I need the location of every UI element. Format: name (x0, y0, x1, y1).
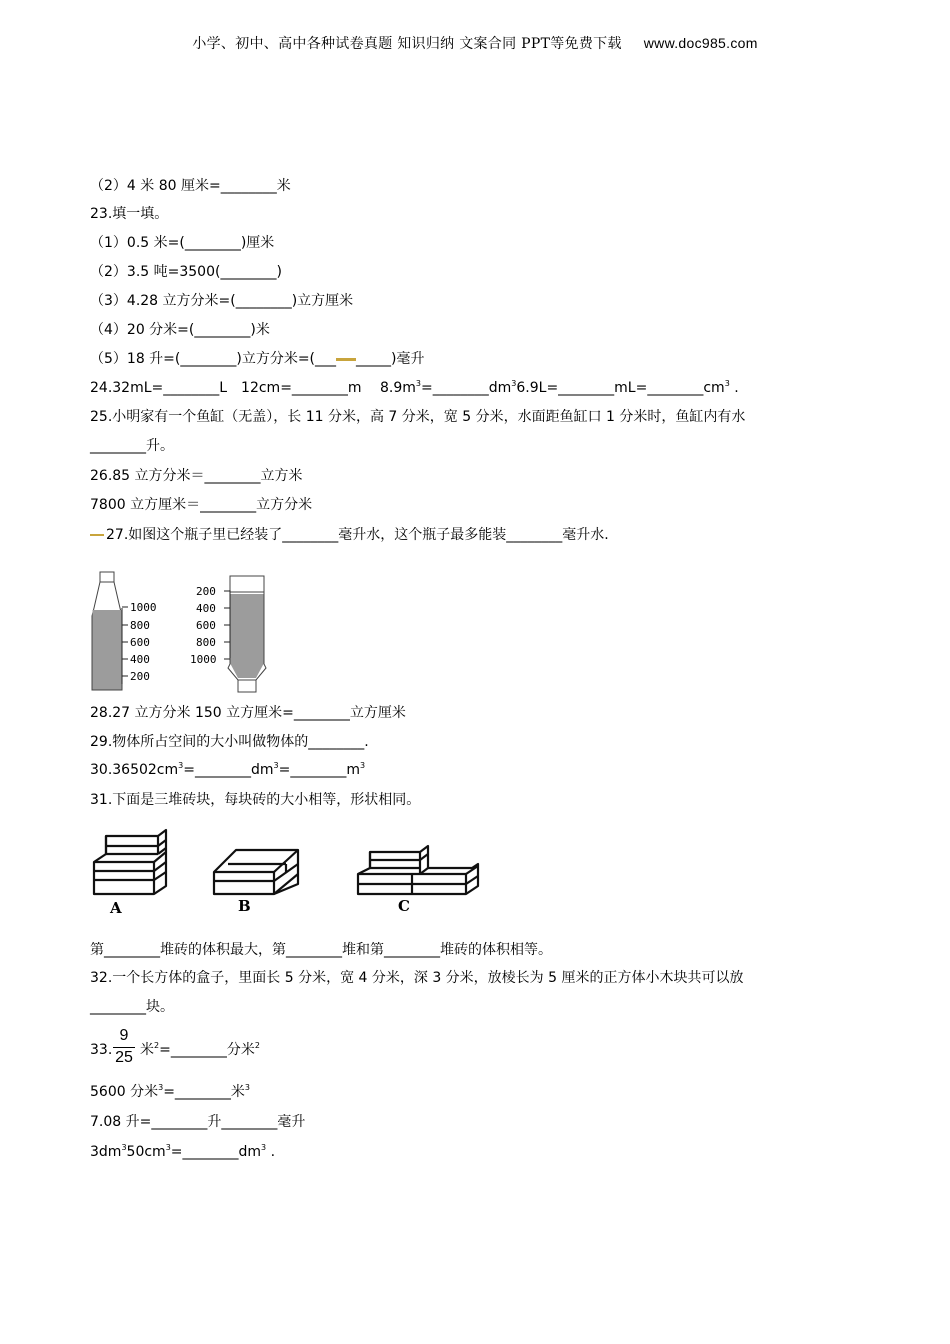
pile-label-a: A (110, 899, 122, 917)
right-tick-label: 800 (196, 636, 216, 649)
q27-text: 27.如图这个瓶子里已经装了________毫升水，这个瓶子最多能装________毫升水. (106, 527, 609, 543)
q33-line4 (90, 1142, 275, 1162)
q24-part-a: 24.32mL=________L 12cm=________m 8.9m (90, 380, 416, 396)
q33-part-f: 3dm (90, 1144, 122, 1160)
q24-part-c: 6.9L=________mL=________cm (516, 380, 725, 396)
sup: 2 (254, 1041, 260, 1050)
bottles-figure (88, 568, 278, 694)
q33-line2 (90, 1082, 250, 1102)
right-tick-label: 200 (196, 585, 216, 598)
header-site: www.doc985.com (643, 35, 758, 51)
bricks-figure (88, 828, 482, 922)
fraction-denominator: 25 (115, 1049, 133, 1066)
line-22-2: （2）4 米 80 厘米=________米 (90, 178, 291, 194)
q33-line1 (140, 1040, 260, 1060)
q24 (90, 378, 739, 398)
q23-4: （4）20 分米=(________)米 (90, 322, 270, 338)
brick-pile-b (214, 850, 298, 894)
q33-part-b: =________分米 (159, 1042, 255, 1058)
q23-5-part-a: （5）18 升=(________)立方分米=(___ (90, 351, 337, 367)
q33-part-a: 米 (140, 1042, 154, 1058)
left-tick-label: 600 (130, 636, 150, 649)
left-bottle-water (93, 610, 122, 690)
q30-part-b: =________dm (183, 762, 274, 778)
pile-label-b: B (238, 897, 251, 915)
q26-line2: 7800 立方厘米＝________立方分米 (90, 497, 313, 513)
q30 (90, 760, 365, 780)
sup: 3 (165, 1143, 171, 1152)
sup: 3 (511, 379, 517, 388)
q23-2: （2）3.5 吨=3500(________) (90, 264, 282, 280)
sup: 3 (121, 1143, 127, 1152)
q27 (90, 525, 609, 545)
highlight-mark (90, 534, 104, 536)
q24-part-d: . (729, 380, 739, 396)
q33-part-d: =________米 (163, 1084, 245, 1100)
q23-1: （1）0.5 米=(________)厘米 (90, 235, 275, 251)
q30-part-a: 30.36502cm (90, 762, 179, 778)
sup: 3 (359, 761, 366, 770)
right-bottle (228, 576, 266, 692)
q32-line2: ________块。 (90, 999, 174, 1015)
sup: 2 (154, 1041, 160, 1050)
q33-part-i: . (266, 1144, 276, 1160)
q29: 29.物体所占空间的大小叫做物体的________. (90, 734, 369, 750)
right-tick-label: 1000 (190, 653, 217, 666)
q28: 28.27 立方分米 150 立方厘米=________立方厘米 (90, 705, 406, 721)
sup: 3 (273, 761, 279, 770)
page-header (0, 33, 950, 53)
header-text: 小学、初中、高中各种试卷真题 知识归纳 文案合同 PPT等免费下载 (192, 36, 622, 52)
q31: 31.下面是三堆砖块，每块砖的大小相等，形状相同。 (90, 792, 421, 808)
fraction-numerator: 9 (113, 1026, 135, 1048)
highlight-mark (336, 358, 356, 361)
q23-3: （3）4.28 立方分米=(________)立方厘米 (90, 293, 354, 309)
sup: 3 (415, 379, 422, 388)
q24-part-b: =________dm (421, 380, 512, 396)
q25-line1: 25.小明家有一个鱼缸（无盖），长 11 分米，高 7 分米，宽 5 分米，水面距鱼缸口 1 分米时，鱼缸内有水 (90, 409, 746, 425)
left-bottle (92, 572, 122, 690)
q26-line1: 26.85 立方分米＝________立方米 (90, 468, 303, 484)
q23-title: 23.填一填。 (90, 206, 169, 222)
brick-pile-c (358, 846, 478, 894)
right-tick-label: 400 (196, 602, 216, 615)
q30-part-c: =________m (278, 762, 360, 778)
q23-5-part-b: _____)毫升 (356, 351, 425, 367)
left-tick-label: 800 (130, 619, 150, 632)
sup: 3 (244, 1083, 251, 1092)
sup: 3 (724, 379, 730, 388)
sup: 3 (158, 1083, 164, 1092)
q32-line1: 32.一个长方体的盒子，里面长 5 分米，宽 4 分米，深 3 分米，放棱长为 5 厘米的正方体小木块共可以放 (90, 970, 744, 986)
right-tick-label: 600 (196, 619, 216, 632)
pile-label-c: C (398, 897, 410, 915)
left-tick-label: 1000 (130, 601, 157, 614)
left-tick-label: 400 (130, 653, 150, 666)
left-tick-label: 200 (130, 670, 150, 683)
q23-5 (90, 349, 425, 369)
right-bottle-water (231, 594, 264, 678)
q33-part-c: 5600 分米 (90, 1084, 159, 1100)
q31-answer: 第________堆砖的体积最大，第________堆和第________堆砖的体积相等。 (90, 942, 552, 958)
q33-fraction (113, 1026, 135, 1068)
q33-prefix: 33. (90, 1042, 113, 1058)
q33-part-g: 50cm (126, 1144, 166, 1160)
sup: 3 (178, 761, 184, 770)
brick-pile-a (94, 830, 166, 894)
sup: 3 (261, 1143, 267, 1152)
q33-part-h: =________dm (170, 1144, 262, 1160)
q25-line2: ________升。 (90, 438, 174, 454)
q33-line3: 7.08 升=________升________毫升 (90, 1114, 306, 1130)
